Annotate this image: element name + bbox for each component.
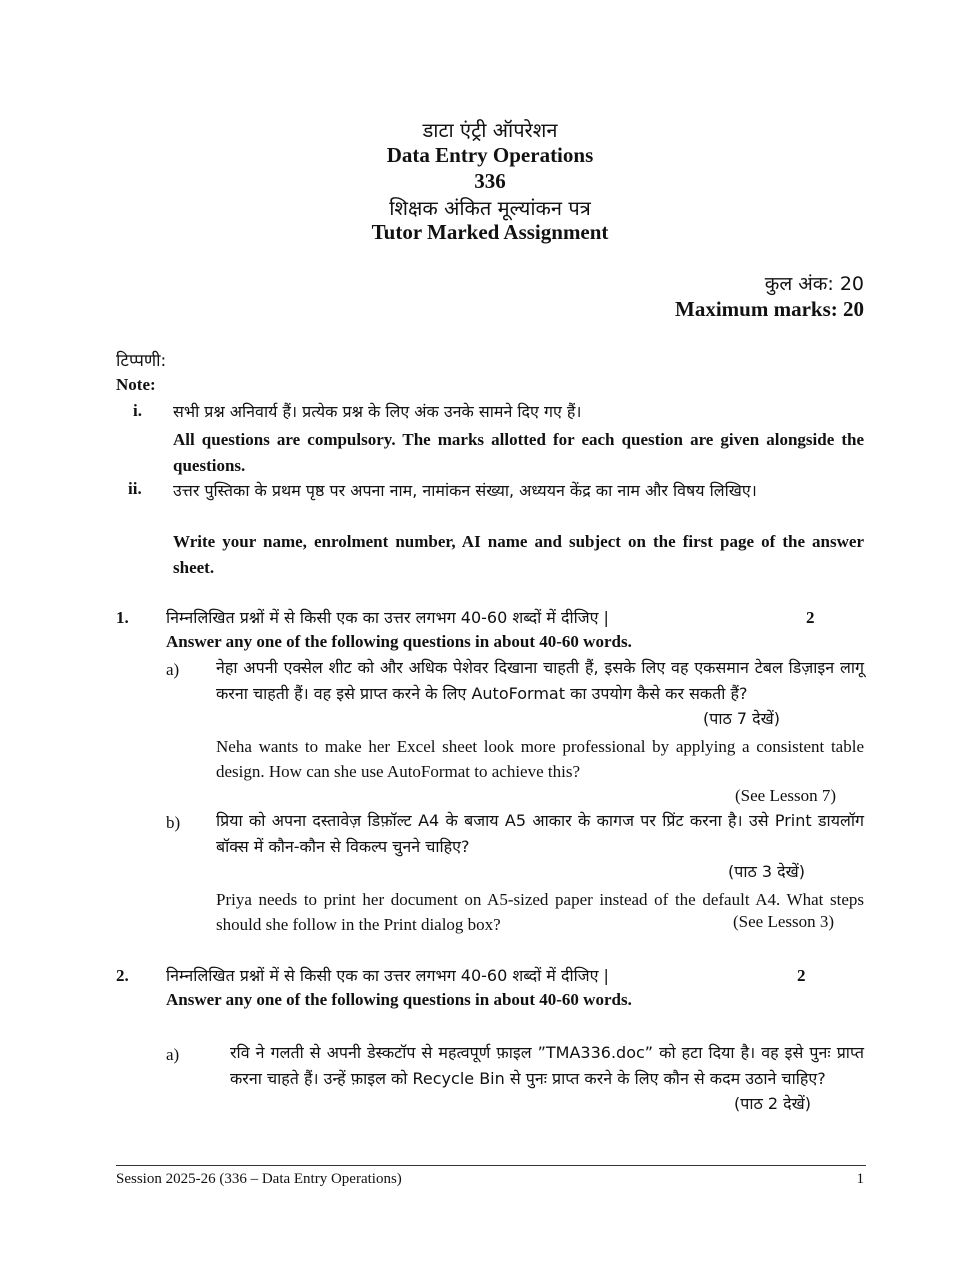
question-number: 2. <box>116 966 129 985</box>
part-text-english: Neha wants to make her Excel sheet look more professional by applying a consistent table design. How can she use AutoFormat to achieve this? <box>216 737 864 781</box>
part-text-hindi: प्रिया को अपना दस्तावेज़ डिफ़ॉल्ट A4 के बजाय A5 आकार के कागज पर प्रिंट करना है। उसे Print डायलॉग बॉक्स में कौन-कौन से विकल्प चुनने चाहिए? <box>216 811 864 856</box>
note-heading-english: Note: <box>116 375 156 394</box>
question-marks: 2 <box>806 608 815 627</box>
note-item-number: i. <box>133 401 142 420</box>
lesson-reference-hindi: (पाठ 2 देखें) <box>728 1092 811 1114</box>
page-number: 1 <box>856 1171 864 1187</box>
lesson-reference-hindi: (पाठ 7 देखें) <box>703 709 780 728</box>
footer-session: Session 2025-26 (336 – Data Entry Operations) <box>116 1171 402 1187</box>
question-instruction-english: Answer any one of the following questions in about 40-60 words. <box>166 990 632 1009</box>
question-marks: 2 <box>797 966 806 985</box>
part-text-hindi: रवि ने गलती से अपनी डेस्कटॉप से महत्वपूर्ण फ़ाइल ”TMA336.doc” को हटा दिया है। वह इसे पुनः प्राप्त करना चाहते हैं। उन्हें फ़ाइल को Recycle Bin से पुनः प्राप्त करने के लिए कौन से कदम उठाने चाहिए? <box>230 1043 864 1088</box>
max-marks-hindi: कुल अंक: 20 <box>764 273 864 295</box>
note-item-number: ii. <box>128 479 142 498</box>
part-text-english: Priya needs to print her document on A5-sized paper instead of the default A4. What steps should she follow in the Print dialog box? <box>216 890 864 934</box>
assignment-title-english: Tutor Marked Assignment <box>371 220 609 244</box>
note-item-text-hindi: सभी प्रश्न अनिवार्य हैं। प्रत्येक प्रश्न के लिए अंक उनके सामने दिए गए हैं। <box>173 402 582 421</box>
lesson-reference-english: (See Lesson 3) <box>727 912 834 932</box>
part-label: b) <box>166 813 181 832</box>
max-marks-english: Maximum marks: 20 <box>675 297 864 321</box>
title-hindi: डाटा एंट्री ऑपरेशन <box>422 118 558 142</box>
note-item-text-english: All questions are compulsory. The marks allotted for each question are given alongside the questions. <box>173 430 864 475</box>
lesson-reference-hindi: (पाठ 3 देखें) <box>728 862 805 881</box>
footer-divider <box>116 1165 866 1166</box>
part-text-hindi: नेहा अपनी एक्सेल शीट को और अधिक पेशेवर दिखाना चाहती हैं, इसके लिए वह एकसमान टेबल डिज़ाइन लागू करना चाहती हैं। वह इसे प्राप्त करने के लिए AutoFormat का उपयोग कैसे कर सकती हैं? <box>216 658 864 703</box>
question-instruction-english: Answer any one of the following questions in about 40-60 words. <box>166 632 632 651</box>
part-label: a) <box>166 660 180 679</box>
note-item-text-hindi: उत्तर पुस्तिका के प्रथम पृष्ठ पर अपना नाम, नामांकन संख्या, अध्ययन केंद्र का नाम और विषय लिखिए। <box>173 481 757 500</box>
question-number: 1. <box>116 608 129 627</box>
question-instruction-hindi: निम्नलिखित प्रश्नों में से किसी एक का उत्तर लगभग 40-60 शब्दों में दीजिए | <box>166 608 609 627</box>
title-english: Data Entry Operations <box>386 143 594 167</box>
question-instruction-hindi: निम्नलिखित प्रश्नों में से किसी एक का उत्तर लगभग 40-60 शब्दों में दीजिए | <box>166 966 609 985</box>
lesson-reference-english: (See Lesson 7) <box>735 786 837 805</box>
note-heading-hindi: टिप्पणी: <box>116 351 167 371</box>
course-code: 336 <box>474 169 506 193</box>
part-label: a) <box>166 1045 180 1064</box>
note-item-text-english: Write your name, enrolment number, AI name and subject on the first page of the answer sheet. <box>173 532 864 577</box>
assignment-title-hindi: शिक्षक अंकित मूल्यांकन पत्र <box>389 196 591 220</box>
